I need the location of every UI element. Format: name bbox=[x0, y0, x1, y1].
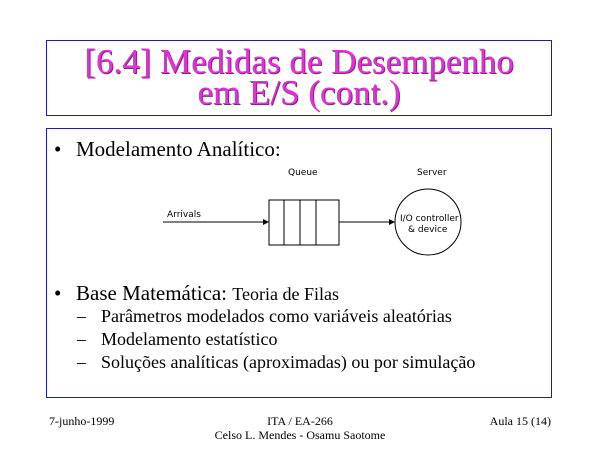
dash-icon: – bbox=[77, 352, 86, 372]
slide-title-line-2: em E/S (cont.) bbox=[197, 73, 401, 112]
sub-item-text: Soluções analíticas (aproximadas) ou por simulação bbox=[101, 352, 476, 372]
arrivals-arrowhead-icon bbox=[263, 219, 269, 225]
sub-item-text: Modelamento estatístico bbox=[101, 329, 278, 349]
sub-list-item bbox=[77, 328, 277, 350]
server-text-line-1: I/O controller bbox=[400, 214, 459, 224]
server-label: Server bbox=[417, 168, 447, 178]
title-box bbox=[46, 40, 552, 116]
bullet-icon: • bbox=[54, 137, 62, 161]
queue-label: Queue bbox=[288, 168, 318, 178]
footer-course: ITA / EA-266 bbox=[267, 414, 333, 428]
queue-box bbox=[269, 200, 339, 245]
sub-item-text: Parâmetros modelados como variáveis aleatórias bbox=[101, 306, 452, 326]
bullet-item bbox=[54, 137, 281, 161]
footer-center bbox=[200, 414, 400, 442]
content-box bbox=[46, 128, 552, 398]
dash-icon: – bbox=[77, 329, 86, 349]
sub-list-item bbox=[77, 305, 452, 327]
bullet-suffix: Teoria de Filas bbox=[232, 284, 339, 304]
bullet-item bbox=[54, 281, 339, 306]
arrivals-label: Arrivals bbox=[167, 210, 201, 220]
queue-diagram bbox=[163, 165, 463, 265]
footer-authors: Celso L. Mendes - Osamu Saotome bbox=[214, 428, 386, 442]
bullet-text: Base Matemática: bbox=[76, 281, 233, 305]
bullet-text: Modelamento Analítico: bbox=[76, 137, 281, 161]
footer-lecture: Aula 15 (14) bbox=[489, 414, 551, 428]
sub-list-item bbox=[77, 351, 475, 373]
server-arrowhead-icon bbox=[389, 219, 395, 225]
server-text-line-2: & device bbox=[408, 225, 448, 235]
bullet-icon: • bbox=[54, 281, 62, 305]
slide-title-line-1: [6.4] Medidas de Desempenho bbox=[84, 42, 514, 81]
dash-icon: – bbox=[77, 306, 86, 326]
footer-date: 7-junho-1999 bbox=[49, 414, 115, 428]
